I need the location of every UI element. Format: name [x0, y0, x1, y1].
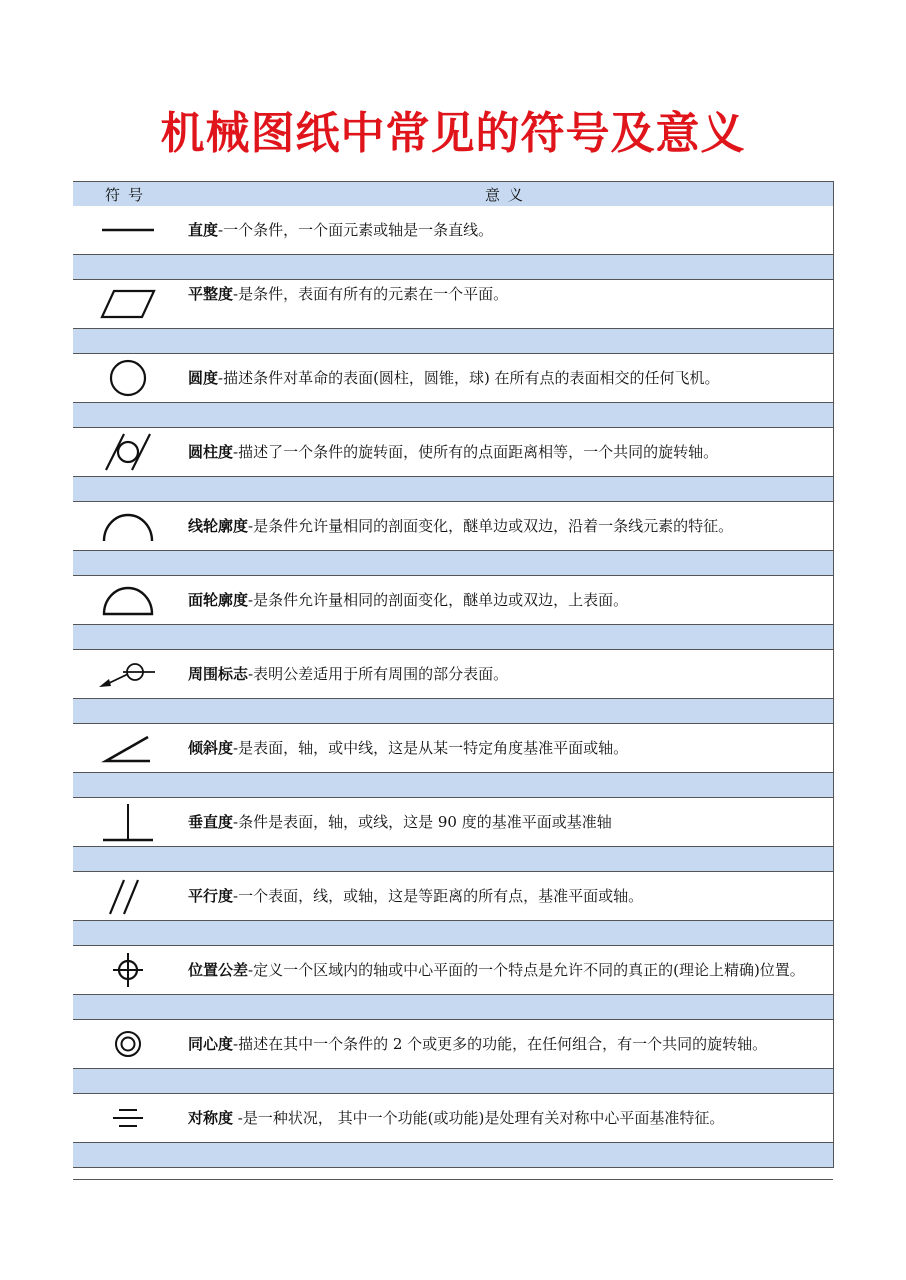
term: 对称度: [188, 1108, 234, 1127]
row-spacer: [73, 772, 833, 797]
term: 直度: [188, 220, 219, 239]
header-symbol: 符号: [104, 185, 151, 204]
straightness-line-icon: [98, 225, 158, 235]
table-row: [73, 279, 833, 328]
description: -是一种状况， 其中一个功能(或功能)是处理有关对称中心平面基准特征。: [233, 1108, 725, 1127]
term: 平整度: [188, 285, 234, 303]
header-meaning: 意义: [484, 185, 531, 204]
term: 面轮廓度: [188, 590, 249, 609]
concentricity-icon: [108, 1024, 148, 1064]
description: -是表面，轴，或中线，这是从某一特定角度基准平面或轴。: [233, 738, 629, 757]
table-row: [73, 427, 833, 476]
page-title: 机械图纸中常见的符号及意义: [160, 108, 746, 159]
table-row: [73, 1019, 833, 1068]
description: -定义一个区域内的轴或中心平面的一个特点是允许不同的真正的(理论上精确)位置。: [248, 960, 805, 979]
row-spacer: [73, 1142, 833, 1168]
table-row: [73, 945, 833, 994]
perpendicularity-icon: [98, 800, 158, 844]
table-header: [73, 181, 833, 206]
table-row: [73, 649, 833, 698]
table-row: [73, 206, 833, 254]
position-crosshair-icon: [106, 950, 150, 990]
row-spacer: [73, 846, 833, 871]
description: -描述了一个条件的旋转面，使所有的点面距离相等，一个共同的旋转轴。: [233, 442, 719, 461]
flatness-parallelogram-icon: [98, 287, 158, 321]
symbols-table: [73, 181, 834, 1168]
symmetry-icon: [103, 1103, 153, 1133]
row-spacer: [73, 476, 833, 501]
row-spacer: [73, 624, 833, 649]
term: 位置公差: [188, 960, 249, 979]
description: -条件是表面，轴，或线，这是 90 度的基准平面或基准轴: [233, 812, 612, 831]
description: -是条件，表面有所有的元素在一个平面。: [233, 285, 509, 303]
term: 圆柱度: [188, 442, 234, 461]
table-row: [73, 871, 833, 920]
angularity-icon: [98, 731, 158, 765]
circularity-circle-icon: [106, 356, 150, 400]
table-row: [73, 797, 833, 846]
table-row: [73, 501, 833, 550]
row-spacer: [73, 994, 833, 1019]
description: -描述在其中一个条件的 2 个或更多的功能，在任何组合，有一个共同的旋转轴。: [233, 1034, 768, 1053]
description: -一个条件，一个面元素或轴是一条直线。: [218, 220, 494, 239]
row-spacer: [73, 1068, 833, 1093]
row-spacer: [73, 920, 833, 945]
term: 周围标志: [188, 664, 249, 683]
term: 倾斜度: [188, 738, 234, 757]
row-spacer: [73, 550, 833, 575]
bottom-rule: [73, 1179, 833, 1180]
table-row: [73, 575, 833, 624]
term: 线轮廓度: [188, 516, 249, 535]
term: 同心度: [188, 1034, 234, 1053]
line-profile-arc-icon: [98, 509, 158, 543]
table-row: [73, 1093, 833, 1142]
row-spacer: [73, 254, 833, 279]
row-spacer: [73, 328, 833, 353]
term: 圆度: [188, 368, 219, 387]
description: -描述条件对革命的表面(圆柱，圆锥，球) 在所有点的表面相交的任何飞机。: [218, 368, 720, 387]
parallelism-icon: [98, 876, 158, 916]
surface-profile-icon: [98, 583, 158, 617]
description: -是条件允许量相同的剖面变化，醚单边或双边，上表面。: [248, 590, 629, 609]
row-spacer: [73, 402, 833, 427]
description: -一个表面，线，或轴，这是等距离的所有点，基准平面或轴。: [233, 886, 644, 905]
row-spacer: [73, 698, 833, 723]
cylindricity-icon: [98, 430, 158, 474]
table-row: [73, 353, 833, 402]
term: 垂直度: [188, 812, 234, 831]
term: 平行度: [188, 886, 234, 905]
table-row: [73, 723, 833, 772]
all-around-icon: [95, 659, 161, 689]
description: -是条件允许量相同的剖面变化，醚单边或双边，沿着一条线元素的特征。: [248, 516, 734, 535]
description: -表明公差适用于所有周围的部分表面。: [248, 664, 509, 683]
